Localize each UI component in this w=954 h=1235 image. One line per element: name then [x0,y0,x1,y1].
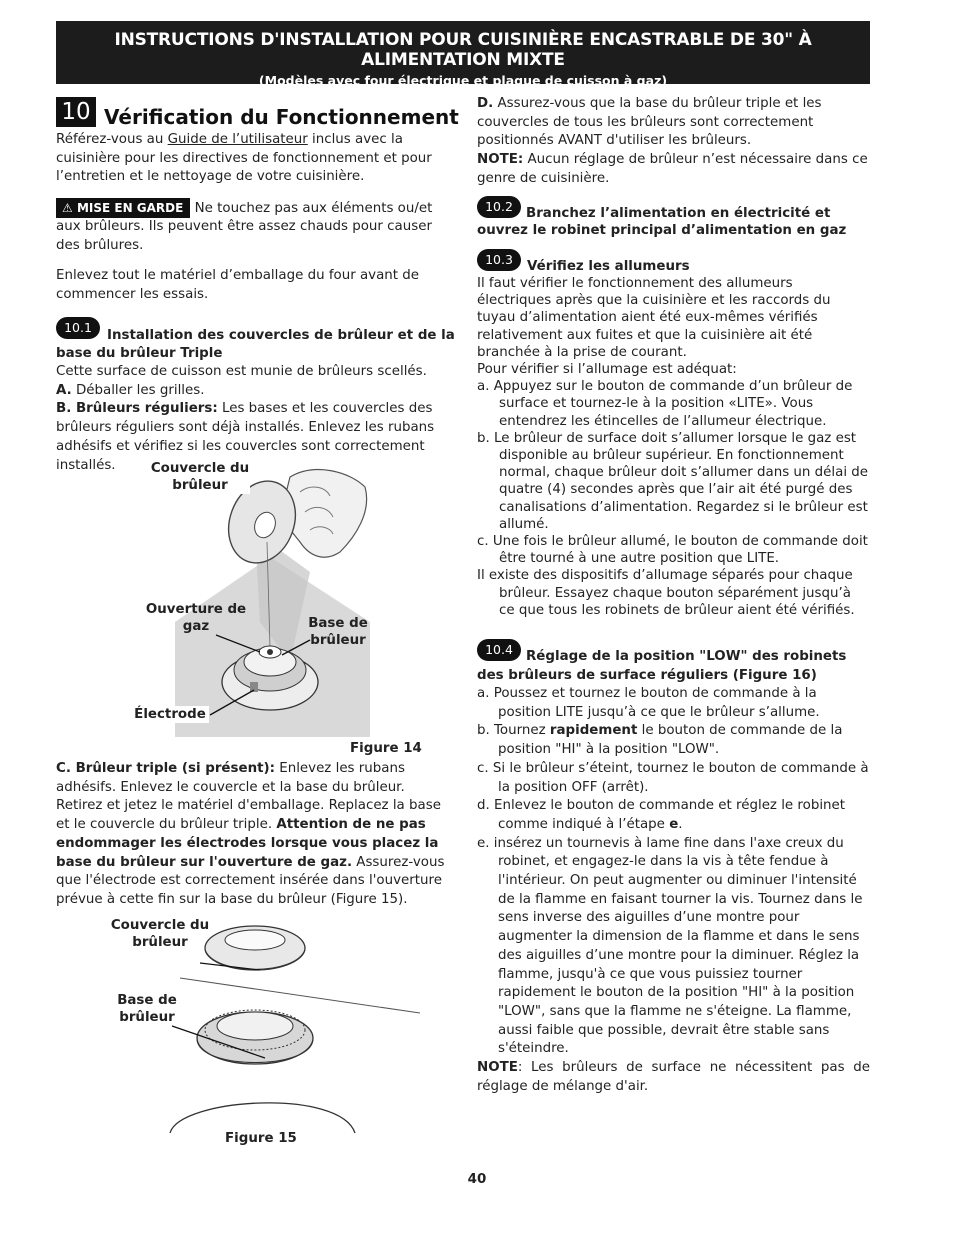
s10-4-title-b: des brûleurs de surface réguliers (Figure 16) [477,668,817,683]
fig15-cover-label: Couvercle du brûleur [110,918,210,950]
s10-1-title-a: Installation des couvercles de brûleur et de la [107,328,455,343]
fig14-cover-label: Couvercle du brûleur [150,461,250,493]
badge-10-3: 10.3 [477,249,521,271]
figure-14-caption: Figure 14 [350,741,422,756]
warning-text: Ne touchez pas aux éléments ou/et aux brûleurs. Ils peuvent être assez chauds pour causer des brûlures. [56,201,433,253]
section-number: 10 [56,97,96,127]
fig14-electrode-label: Électrode [131,706,209,723]
section-title: Vérification du Fonctionnement [104,105,459,129]
s10-4-body: a. Poussez et tournez le bouton de commande à la position LITE jusqu’à ce que le brûleur s’allume. b. Tournez rapidement le bouton de commande de la position "HI" à la position "LOW". c. Si le brûleur s’éteint, tournez le bouton de commande à la position OFF (arrêt). d. Enlevez le bouton de commande et réglez le robinet comme indiqué à l’étape e. e. insérez un tournevis à lame fine dans l'axe creux du robinet, et engagez-le dans la vis à tête fendue à l'intérieur. On peut augmenter ou diminuer l'intensité de la flamme en faisant tourner la vis. Tournez dans le sens inverse des aiguilles d’une montre pour augmenter la dimension de la flamme et dans le sens des aiguilles d’une montre pour la diminuer. Réglez la flamme, jusqu'à ce que vous puissiez tourner rapidement le bouton de la position "HI" à la position "LOW", sans que la flamme ne s'éteigne. La flamme, aussi faible que possible, devrait être stable sans s'éteindre. NOTE: Les brûleurs de surface ne nécessitent pas de réglage de mélange d'air. [477,686,870,1094]
figure-15-caption: Figure 15 [225,1131,297,1146]
header-subtitle: (Modèles avec four électrique et plaque de cuisson à gaz) [258,73,668,88]
header-title: INSTRUCTIONS D'INSTALLATION POUR CUISINIÈRE ENCASTRABLE DE 30" À ALIMENTATION MIXTE [114,30,812,70]
s10-3-title: Vérifiez les allumeurs [527,259,690,274]
badge-10-2: 10.2 [477,196,521,218]
intro-paragraph: Référez-vous au Guide de l’utilisateur inclus avec la cuisinière pour les directives de fonctionnement et pour l’entretien et le nettoyage de votre cuisinière. [56,132,432,185]
warning-icon: ⚠ [62,201,73,215]
page-number: 40 [467,1172,487,1187]
s10-2-title-a: Branchez l’alimentation en électricité et [526,206,831,221]
page-header [56,21,870,88]
fig14-gas-opening-label: Ouverture de gaz [145,602,247,634]
right-d-paragraph: D. Assurez-vous que la base du brûleur triple et les couvercles de tous les brûleurs sont correctement positionnés AVANT d'utiliser les brûleurs. NOTE: Aucun réglage de brûleur n’est nécessaire dans ce genre de cuisinière. [477,96,868,186]
s10-1-title-b: base du brûleur Triple [56,346,223,361]
s10-1-c-paragraph: C. Brûleur triple (si présent): Enlevez les rubans adhésifs. Enlevez le couvercle et la base du brûleur. Retirez et jetez le matériel d'emballage. Replacez la base et le couvercle du brûleur triple. Attention de ne pas endommager les électrodes lorsque vous placez la base du brûleur sur l'ouverture de gaz. Assurez-vous que l'électrode est correctement insérée dans l'ouverture prévue à cette fin sur la base du brûleur (Figure 15). [56,761,445,907]
s10-1-body: Cette surface de cuisson est munie de brûleurs scellés. A. Déballer les grilles. B. Brûleurs réguliers: Les bases et les couvercles des brûleurs réguliers sont déjà installés. Enlevez les rubans adhésifs et vérifiez si les couvercles sont correctement installés. [56,364,435,473]
badge-10-1: 10.1 [56,317,100,339]
remove-packaging-text: Enlevez tout le matériel d’emballage du four avant de commencer les essais. [56,268,420,302]
fig15-base-label: Base de brûleur [117,993,177,1025]
s10-3-body: Il faut vérifier le fonctionnement des allumeurs électriques après que la cuisinière et les raccords du tuyau d’alimentation aient été eux-mêmes vérifiés relativement aux fuites et que la cuisinière ait été branchée à la prise de courant. Pour vérifier si l’allumage est adéquat: a. Appuyez sur le bouton de commande d’un brûleur de surface et tournez-le à la position «LITE». Vous entendrez les étincelles de l’allumeur électrique. b. Le brûleur de surface doit s’allumer lorsque le gaz est disponible au brûleur supérieur. En fonctionnement normal, chaque brûleur doit s’allumer dans un délai de quatre (4) secondes après que l’air ait été purgé des canalisations d’alimentation. Regardez si le brûleur est allumé. c. Une fois le brûleur allumé, le bouton de commande doit être tourné à une autre position que LITE. Il existe des dispositifs d’allumage séparés pour chaque brûleur. Essayez chaque bouton séparément jusqu’à ce que tous les robinets de brûleur aient été vérifiés. [477,276,869,618]
user-guide-link[interactable]: Guide de l’utilisateur [167,132,308,147]
fig14-base-label: Base de brûleur [308,616,368,648]
s10-2-title-b: ouvrez le robinet principal d’alimentation en gaz [477,223,847,238]
warning-block [56,198,448,255]
badge-10-4: 10.4 [477,639,521,661]
s10-4-title-a: Réglage de la position "LOW" des robinets [526,649,847,664]
warning-badge: ⚠ MISE EN GARDE [56,198,190,218]
